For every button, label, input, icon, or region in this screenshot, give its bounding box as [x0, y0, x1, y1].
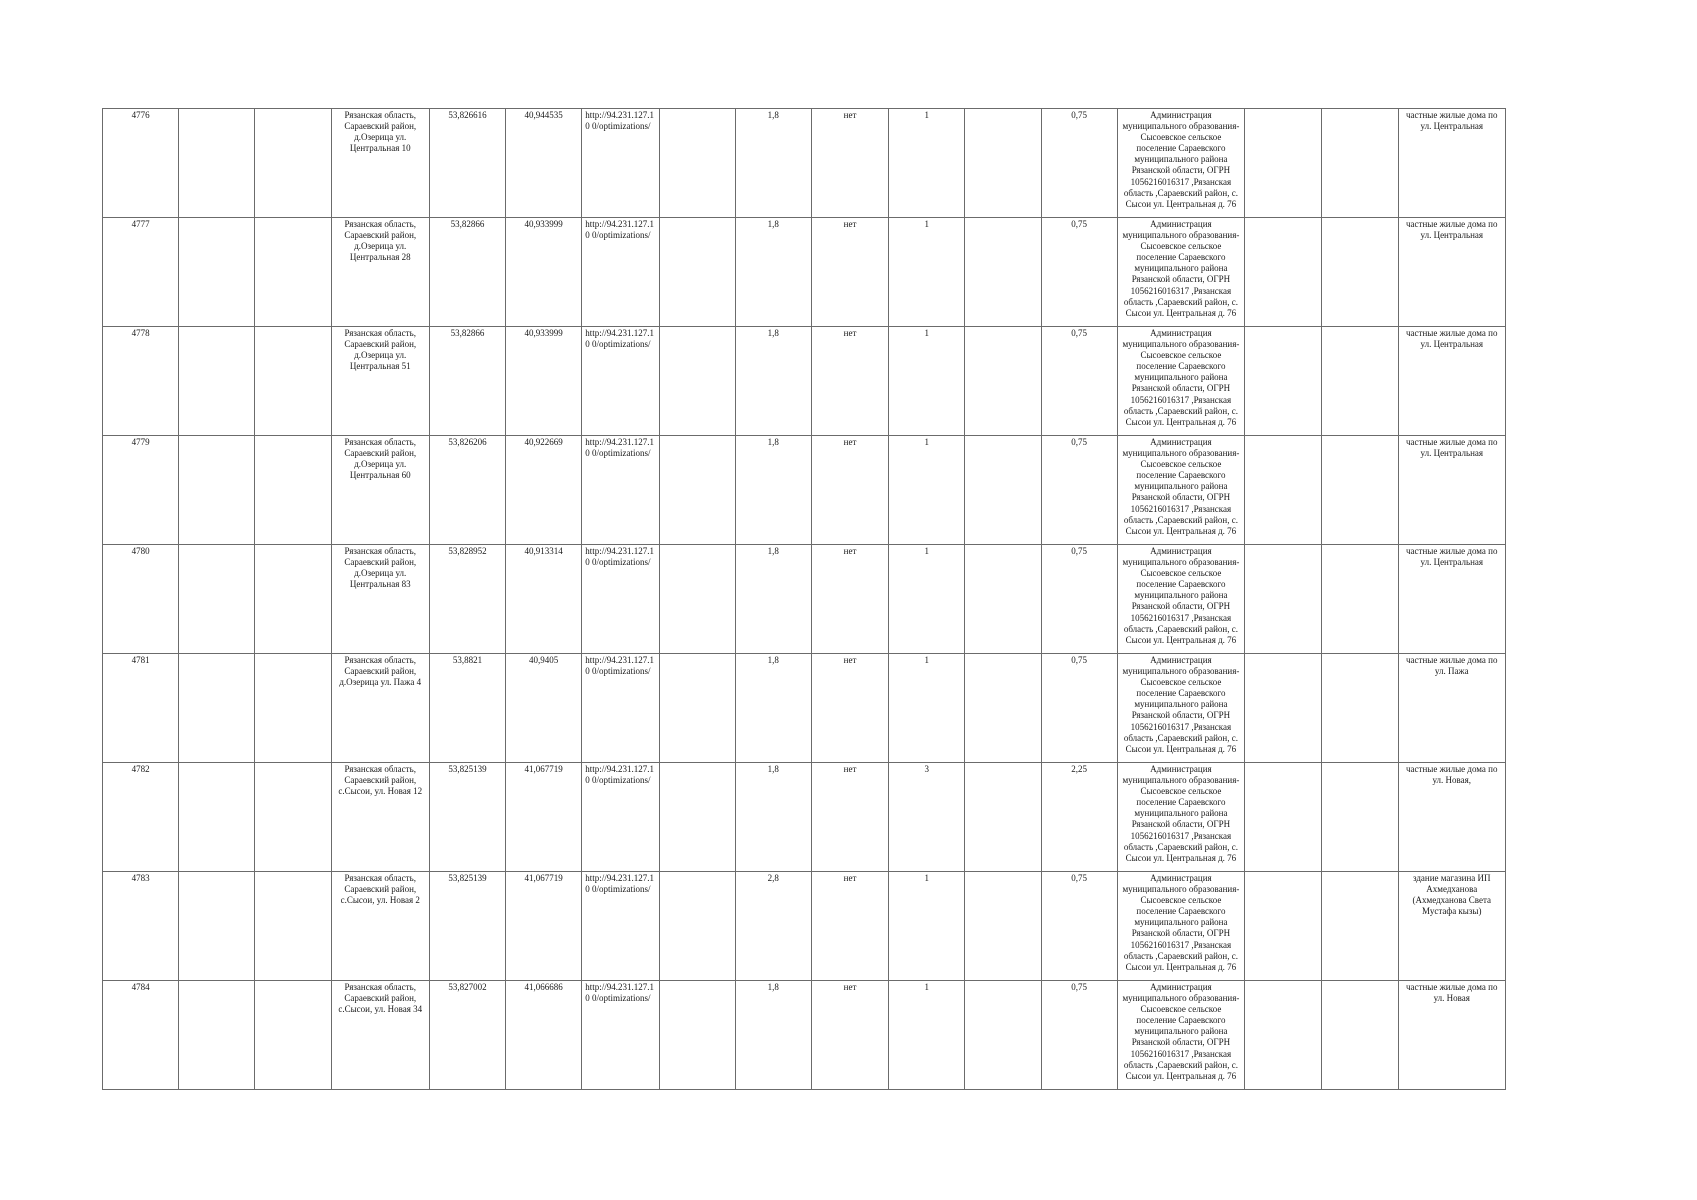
- owner-administration-cell: Администрация муниципального образования-Сысоевское сельское поселение Сараевского муниципального района Рязанской области, ОГРН 1056216016317 ,Рязанская область ,Сараевский район, с. Сысои ул. Центральная д. 76: [1117, 218, 1244, 327]
- longitude-cell: 40,922669: [506, 436, 582, 545]
- longitude-cell: 40,944535: [506, 109, 582, 218]
- empty-cell: [1245, 981, 1322, 1090]
- latitude-cell: 53,82866: [429, 218, 505, 327]
- owner-administration-cell: Администрация муниципального образования-Сысоевское сельское поселение Сараевского муниципального района Рязанской области, ОГРН 1056216016317 ,Рязанская область ,Сараевский район, с. Сысои ул. Центральная д. 76: [1117, 545, 1244, 654]
- container-count-cell: 1: [889, 654, 965, 763]
- volume-cell: 0,75: [1041, 436, 1117, 545]
- served-objects-cell: частные жилые дома по ул. Центральная: [1398, 545, 1505, 654]
- area-cell: 1,8: [735, 436, 811, 545]
- empty-cell: [1322, 763, 1398, 872]
- volume-cell: 0,75: [1041, 654, 1117, 763]
- surface-cover-cell: нет: [811, 763, 888, 872]
- latitude-cell: 53,825139: [429, 872, 505, 981]
- empty-cell: [659, 654, 735, 763]
- owner-administration-cell: Администрация муниципального образования-Сысоевское сельское поселение Сараевского муниципального района Рязанской области, ОГРН 1056216016317 ,Рязанская область ,Сараевский район, с. Сысои ул. Центральная д. 76: [1117, 327, 1244, 436]
- longitude-cell: 40,913314: [506, 545, 582, 654]
- empty-cell: [965, 109, 1041, 218]
- latitude-cell: 53,828952: [429, 545, 505, 654]
- empty-cell: [179, 763, 255, 872]
- table-row: [103, 654, 1506, 763]
- address-cell: Рязанская область, Сараевский район, д.Озерица ул. Центральная 28: [331, 218, 429, 327]
- empty-cell: [1322, 327, 1398, 436]
- empty-cell: [1245, 327, 1322, 436]
- served-objects-cell: частные жилые дома по ул. Новая: [1398, 981, 1505, 1090]
- owner-administration-cell: Администрация муниципального образования-Сысоевское сельское поселение Сараевского муниципального района Рязанской области, ОГРН 1056216016317 ,Рязанская область ,Сараевский район, с. Сысои ул. Центральная д. 76: [1117, 109, 1244, 218]
- served-objects-cell: частные жилые дома по ул. Центральная: [1398, 436, 1505, 545]
- empty-cell: [255, 436, 331, 545]
- empty-cell: [965, 872, 1041, 981]
- row-number-cell: 4784: [103, 981, 179, 1090]
- row-number-cell: 4781: [103, 654, 179, 763]
- area-cell: 1,8: [735, 327, 811, 436]
- address-cell: Рязанская область, Сараевский район, д.Озерица ул. Центральная 10: [331, 109, 429, 218]
- register-body: [103, 109, 1506, 1090]
- latitude-cell: 53,826206: [429, 436, 505, 545]
- owner-administration-cell: Администрация муниципального образования-Сысоевское сельское поселение Сараевского муниципального района Рязанской области, ОГРН 1056216016317 ,Рязанская область ,Сараевский район, с. Сысои ул. Центральная д. 76: [1117, 436, 1244, 545]
- empty-cell: [1322, 872, 1398, 981]
- empty-cell: [659, 545, 735, 654]
- volume-cell: 0,75: [1041, 545, 1117, 654]
- container-count-cell: 1: [889, 109, 965, 218]
- row-number-cell: 4778: [103, 327, 179, 436]
- owner-administration-cell: Администрация муниципального образования-Сысоевское сельское поселение Сараевского муниципального района Рязанской области, ОГРН 1056216016317 ,Рязанская область ,Сараевский район, с. Сысои ул. Центральная д. 76: [1117, 763, 1244, 872]
- row-number-cell: 4782: [103, 763, 179, 872]
- served-objects-cell: частные жилые дома по ул. Новая,: [1398, 763, 1505, 872]
- container-count-cell: 3: [889, 763, 965, 872]
- empty-cell: [255, 872, 331, 981]
- area-cell: 1,8: [735, 109, 811, 218]
- surface-cover-cell: нет: [811, 327, 888, 436]
- address-cell: Рязанская область, Сараевский район, д.Озерица ул. Центральная 83: [331, 545, 429, 654]
- empty-cell: [1322, 654, 1398, 763]
- empty-cell: [255, 327, 331, 436]
- longitude-cell: 41,067719: [506, 763, 582, 872]
- empty-cell: [255, 109, 331, 218]
- empty-cell: [1245, 763, 1322, 872]
- volume-cell: 0,75: [1041, 872, 1117, 981]
- container-count-cell: 1: [889, 981, 965, 1090]
- empty-cell: [255, 218, 331, 327]
- empty-cell: [179, 327, 255, 436]
- table-row: [103, 981, 1506, 1090]
- table-row: [103, 436, 1506, 545]
- longitude-cell: 41,066686: [506, 981, 582, 1090]
- empty-cell: [1322, 109, 1398, 218]
- empty-cell: [1322, 545, 1398, 654]
- longitude-cell: 40,9405: [506, 654, 582, 763]
- empty-cell: [965, 763, 1041, 872]
- surface-cover-cell: нет: [811, 654, 888, 763]
- owner-administration-cell: Администрация муниципального образования-Сысоевское сельское поселение Сараевского муниципального района Рязанской области, ОГРН 1056216016317 ,Рязанская область ,Сараевский район, с. Сысои ул. Центральная д. 76: [1117, 872, 1244, 981]
- surface-cover-cell: нет: [811, 545, 888, 654]
- surface-cover-cell: нет: [811, 872, 888, 981]
- empty-cell: [255, 654, 331, 763]
- empty-cell: [255, 981, 331, 1090]
- empty-cell: [1322, 436, 1398, 545]
- url-cell: http://94.231.127.10 0/optimizations/: [582, 654, 659, 763]
- served-objects-cell: частные жилые дома по ул. Центральная: [1398, 218, 1505, 327]
- url-cell: http://94.231.127.10 0/optimizations/: [582, 981, 659, 1090]
- empty-cell: [659, 327, 735, 436]
- row-number-cell: 4777: [103, 218, 179, 327]
- area-cell: 2,8: [735, 872, 811, 981]
- volume-cell: 0,75: [1041, 218, 1117, 327]
- container-count-cell: 1: [889, 545, 965, 654]
- table-row: [103, 763, 1506, 872]
- area-cell: 1,8: [735, 545, 811, 654]
- table-row: [103, 218, 1506, 327]
- empty-cell: [965, 981, 1041, 1090]
- empty-cell: [659, 763, 735, 872]
- empty-cell: [179, 218, 255, 327]
- latitude-cell: 53,8821: [429, 654, 505, 763]
- address-cell: Рязанская область, Сараевский район, д.Озерица ул. Центральная 51: [331, 327, 429, 436]
- empty-cell: [1245, 872, 1322, 981]
- empty-cell: [659, 436, 735, 545]
- table-row: [103, 109, 1506, 218]
- empty-cell: [659, 872, 735, 981]
- empty-cell: [1245, 654, 1322, 763]
- empty-cell: [179, 654, 255, 763]
- empty-cell: [1245, 436, 1322, 545]
- surface-cover-cell: нет: [811, 109, 888, 218]
- empty-cell: [179, 545, 255, 654]
- owner-administration-cell: Администрация муниципального образования-Сысоевское сельское поселение Сараевского муниципального района Рязанской области, ОГРН 1056216016317 ,Рязанская область ,Сараевский район, с. Сысои ул. Центральная д. 76: [1117, 654, 1244, 763]
- row-number-cell: 4783: [103, 872, 179, 981]
- volume-cell: 0,75: [1041, 109, 1117, 218]
- table-row: [103, 545, 1506, 654]
- container-count-cell: 1: [889, 436, 965, 545]
- served-objects-cell: частные жилые дома по ул. Пажа: [1398, 654, 1505, 763]
- longitude-cell: 40,933999: [506, 218, 582, 327]
- longitude-cell: 40,933999: [506, 327, 582, 436]
- url-cell: http://94.231.127.10 0/optimizations/: [582, 218, 659, 327]
- url-cell: http://94.231.127.10 0/optimizations/: [582, 436, 659, 545]
- container-count-cell: 1: [889, 327, 965, 436]
- empty-cell: [965, 545, 1041, 654]
- empty-cell: [965, 218, 1041, 327]
- area-cell: 1,8: [735, 218, 811, 327]
- address-cell: Рязанская область, Сараевский район, с.Сысои, ул. Новая 34: [331, 981, 429, 1090]
- empty-cell: [179, 981, 255, 1090]
- waste-site-register-table: [102, 108, 1506, 1090]
- empty-cell: [659, 218, 735, 327]
- latitude-cell: 53,826616: [429, 109, 505, 218]
- served-objects-cell: частные жилые дома по ул. Центральная: [1398, 109, 1505, 218]
- row-number-cell: 4779: [103, 436, 179, 545]
- empty-cell: [255, 545, 331, 654]
- volume-cell: 0,75: [1041, 981, 1117, 1090]
- address-cell: Рязанская область, Сараевский район, д.Озерица ул. Пажа 4: [331, 654, 429, 763]
- latitude-cell: 53,825139: [429, 763, 505, 872]
- empty-cell: [179, 436, 255, 545]
- empty-cell: [1245, 218, 1322, 327]
- surface-cover-cell: нет: [811, 436, 888, 545]
- empty-cell: [1245, 109, 1322, 218]
- empty-cell: [1322, 981, 1398, 1090]
- url-cell: http://94.231.127.10 0/optimizations/: [582, 872, 659, 981]
- empty-cell: [255, 763, 331, 872]
- area-cell: 1,8: [735, 763, 811, 872]
- register-sheet: [102, 108, 1506, 1090]
- table-row: [103, 872, 1506, 981]
- empty-cell: [1245, 545, 1322, 654]
- address-cell: Рязанская область, Сараевский район, д.Озерица ул. Центральная 60: [331, 436, 429, 545]
- area-cell: 1,8: [735, 981, 811, 1090]
- served-objects-cell: здание магазина ИП Ахмедханова (Ахмедханова Света Мустафа кызы): [1398, 872, 1505, 981]
- container-count-cell: 1: [889, 218, 965, 327]
- volume-cell: 2,25: [1041, 763, 1117, 872]
- url-cell: http://94.231.127.10 0/optimizations/: [582, 109, 659, 218]
- latitude-cell: 53,827002: [429, 981, 505, 1090]
- table-row: [103, 327, 1506, 436]
- empty-cell: [965, 327, 1041, 436]
- row-number-cell: 4776: [103, 109, 179, 218]
- url-cell: http://94.231.127.10 0/optimizations/: [582, 545, 659, 654]
- served-objects-cell: частные жилые дома по ул. Центральная: [1398, 327, 1505, 436]
- volume-cell: 0,75: [1041, 327, 1117, 436]
- url-cell: http://94.231.127.10 0/optimizations/: [582, 763, 659, 872]
- empty-cell: [659, 109, 735, 218]
- empty-cell: [179, 109, 255, 218]
- surface-cover-cell: нет: [811, 218, 888, 327]
- latitude-cell: 53,82866: [429, 327, 505, 436]
- empty-cell: [965, 654, 1041, 763]
- empty-cell: [659, 981, 735, 1090]
- address-cell: Рязанская область, Сараевский район, с.Сысои, ул. Новая 2: [331, 872, 429, 981]
- address-cell: Рязанская область, Сараевский район, с.Сысои, ул. Новая 12: [331, 763, 429, 872]
- owner-administration-cell: Администрация муниципального образования-Сысоевское сельское поселение Сараевского муниципального района Рязанской области, ОГРН 1056216016317 ,Рязанская область ,Сараевский район, с. Сысои ул. Центральная д. 76: [1117, 981, 1244, 1090]
- url-cell: http://94.231.127.10 0/optimizations/: [582, 327, 659, 436]
- container-count-cell: 1: [889, 872, 965, 981]
- surface-cover-cell: нет: [811, 981, 888, 1090]
- empty-cell: [1322, 218, 1398, 327]
- row-number-cell: 4780: [103, 545, 179, 654]
- empty-cell: [965, 436, 1041, 545]
- area-cell: 1,8: [735, 654, 811, 763]
- empty-cell: [179, 872, 255, 981]
- longitude-cell: 41,067719: [506, 872, 582, 981]
